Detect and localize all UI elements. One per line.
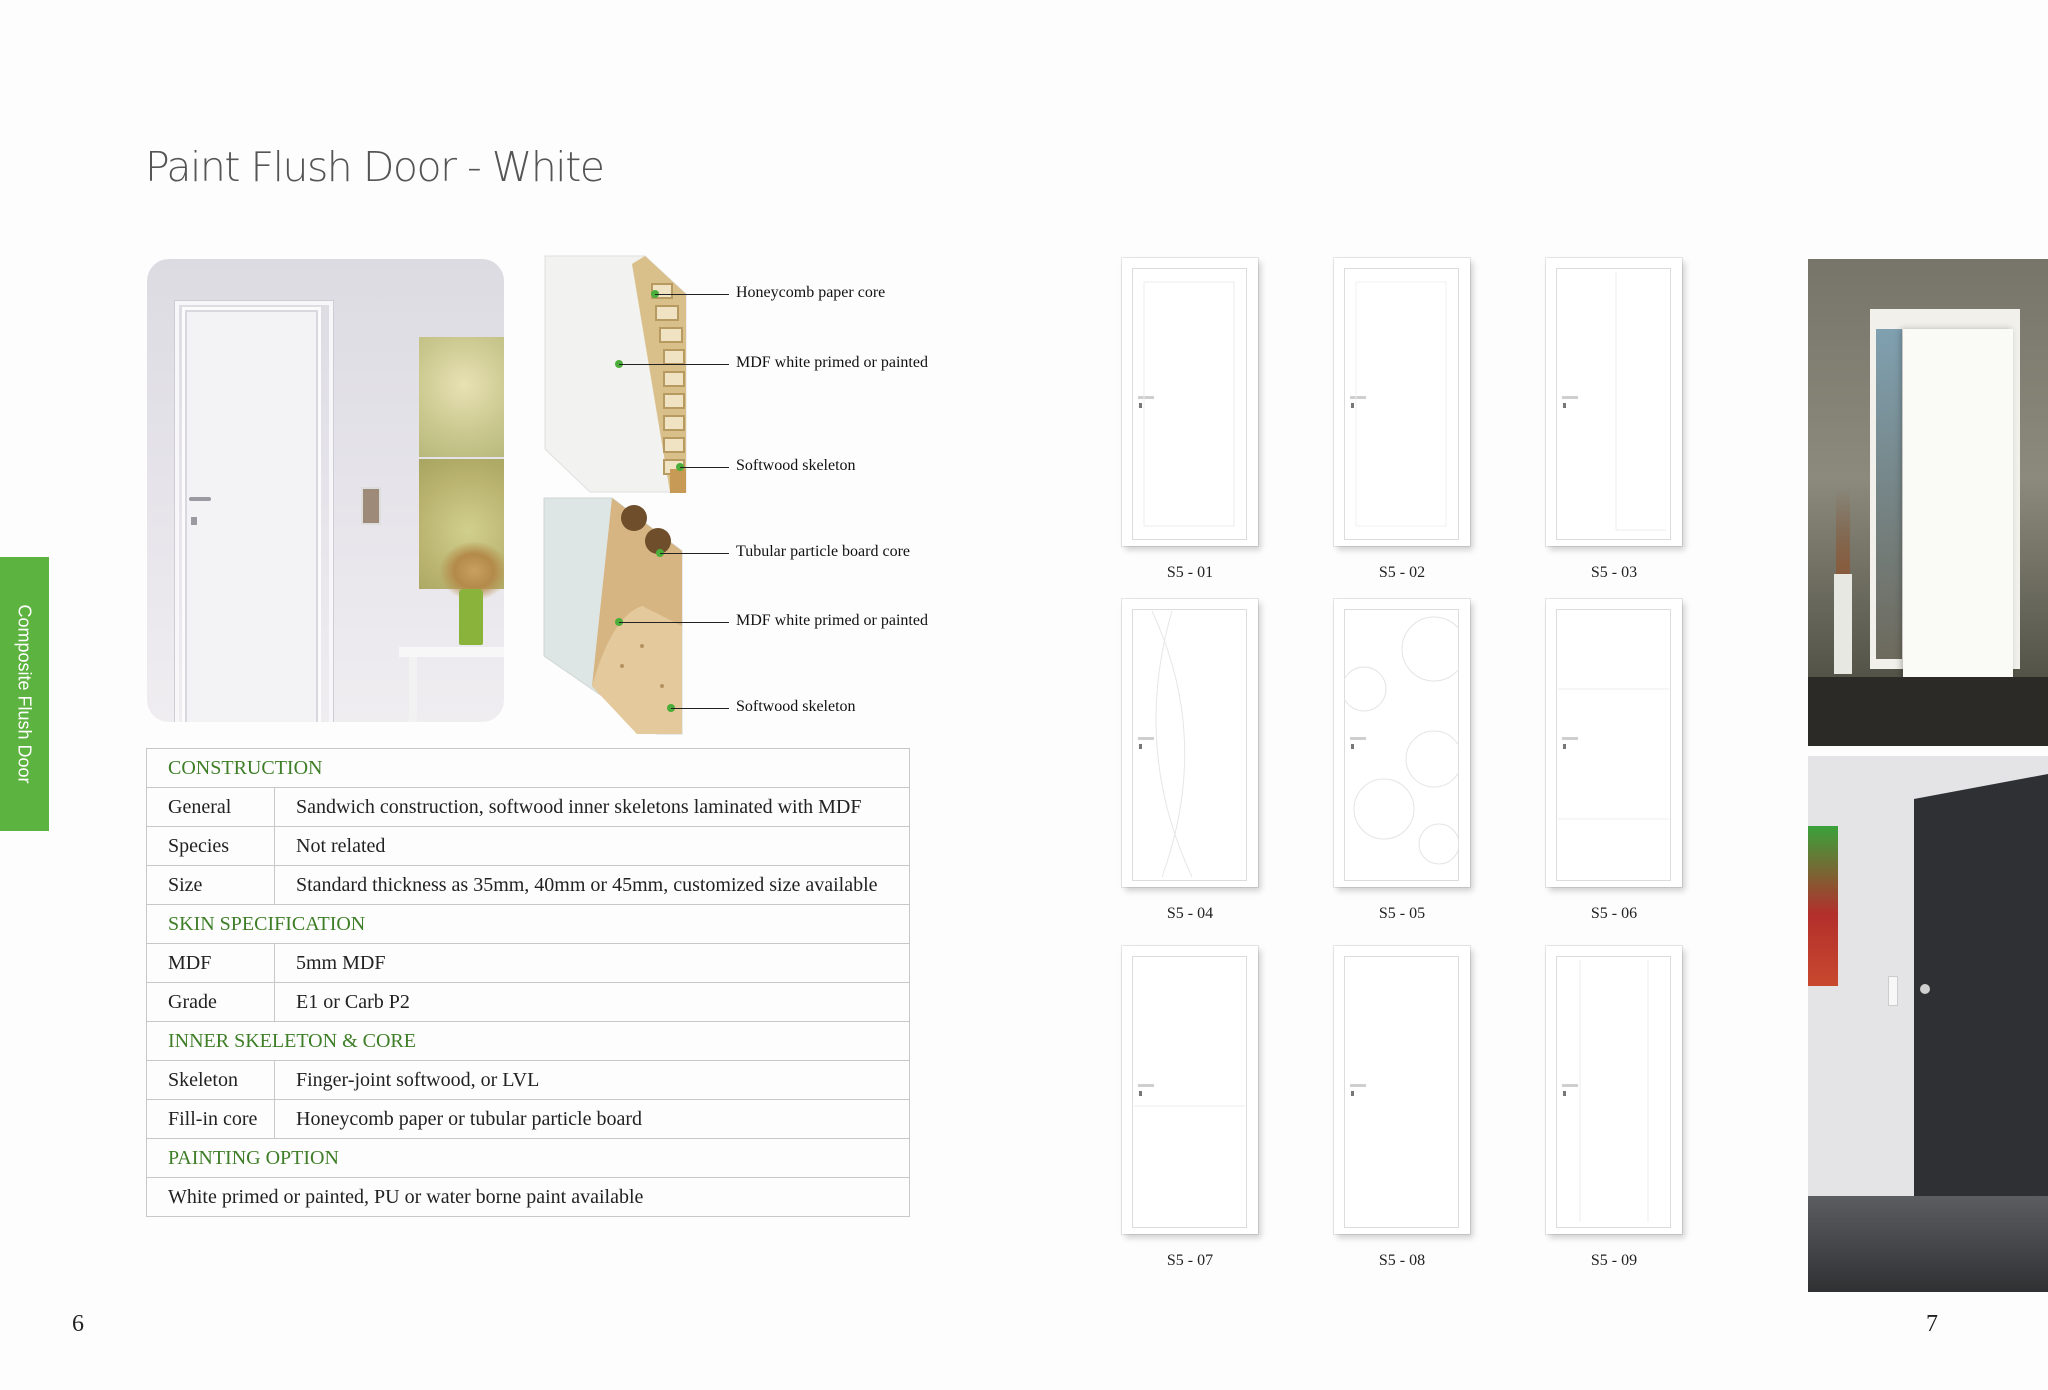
row-value: Finger-joint softwood, or LVL	[275, 1061, 910, 1100]
callout-honeycomb-core: Honeycomb paper core	[736, 284, 886, 301]
door-card-s5-03	[1546, 258, 1684, 581]
door-label: S5 - 06	[1590, 905, 1638, 922]
page-number-left: 6	[72, 1311, 84, 1337]
row-value: Standard thickness as 35mm, 40mm or 45mm, customized size available	[275, 866, 910, 905]
page-number-right: 7	[1926, 1311, 1938, 1337]
table-row	[147, 1061, 910, 1100]
door-card-s5-04	[1122, 599, 1260, 922]
row-value: 5mm MDF	[275, 944, 910, 983]
table-row	[147, 788, 910, 827]
row-value: Not related	[275, 827, 910, 866]
row-value: Sandwich construction, softwood inner skeletons laminated with MDF	[275, 788, 910, 827]
row-label: Species	[147, 827, 275, 866]
section-header-skin: SKIN SPECIFICATION	[147, 905, 910, 944]
row-value: Honeycomb paper or tubular particle board	[275, 1100, 910, 1139]
row-label: MDF	[147, 944, 275, 983]
table-row	[147, 944, 910, 983]
table-row	[147, 983, 910, 1022]
door-card-s5-06	[1546, 599, 1684, 922]
specification-table	[146, 748, 910, 1217]
callout-softwood-1: Softwood skeleton	[736, 457, 856, 474]
table-row	[147, 905, 910, 944]
row-label: Grade	[147, 983, 275, 1022]
callout-tubular-core: Tubular particle board core	[736, 543, 911, 560]
table-row	[147, 827, 910, 866]
interior-photo-open-door	[1808, 259, 2048, 746]
door-card-s5-05	[1334, 599, 1472, 922]
section-header-construction: CONSTRUCTION	[147, 749, 910, 788]
row-label: Size	[147, 866, 275, 905]
table-row	[147, 1178, 910, 1217]
page-title: Paint Flush Door - White	[145, 143, 604, 191]
table-row	[147, 1022, 910, 1061]
door-card-s5-07	[1122, 946, 1260, 1269]
table-row	[147, 1139, 910, 1178]
door-label: S5 - 04	[1166, 905, 1214, 922]
door-label: S5 - 02	[1378, 564, 1426, 581]
table-row	[147, 749, 910, 788]
callout-mdf-2: MDF white primed or painted	[736, 612, 928, 629]
door-label: S5 - 05	[1378, 905, 1426, 922]
section-side-tab	[0, 557, 49, 831]
row-value: E1 or Carb P2	[275, 983, 910, 1022]
row-label: Fill-in core	[147, 1100, 275, 1139]
row-label: Skeleton	[147, 1061, 275, 1100]
door-card-s5-08	[1334, 946, 1472, 1269]
interior-photo-black-door	[1808, 756, 2048, 1292]
door-label: S5 - 08	[1378, 1252, 1426, 1269]
honeycomb-section-illustration	[540, 254, 690, 494]
door-card-s5-02	[1334, 258, 1472, 581]
tubular-section-illustration	[542, 496, 692, 736]
room-photo	[147, 259, 504, 722]
callout-softwood-2: Softwood skeleton	[736, 698, 856, 715]
door-label: S5 - 07	[1166, 1252, 1214, 1269]
callout-mdf-1: MDF white primed or painted	[736, 354, 928, 371]
door-card-s5-01	[1122, 258, 1260, 581]
row-label: General	[147, 788, 275, 827]
door-card-s5-09	[1546, 946, 1684, 1269]
side-tab-label: Composite Flush Door	[14, 604, 35, 784]
table-row	[147, 866, 910, 905]
door-label: S5 - 03	[1590, 564, 1638, 581]
row-value: White primed or painted, PU or water borne paint available	[147, 1178, 910, 1217]
section-header-painting: PAINTING OPTION	[147, 1139, 910, 1178]
section-header-inner: INNER SKELETON & CORE	[147, 1022, 910, 1061]
door-label: S5 - 01	[1166, 564, 1214, 581]
table-row	[147, 1100, 910, 1139]
door-label: S5 - 09	[1590, 1252, 1638, 1269]
